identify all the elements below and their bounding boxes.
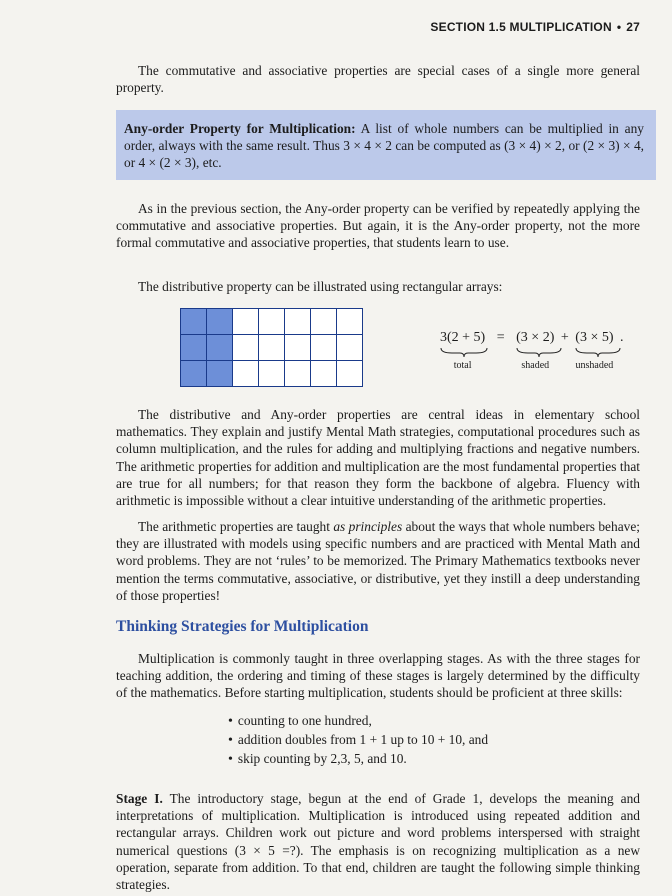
paragraph-stage-one: Stage I. The introductory stage, begun at the end of Grade 1, develops the meaning and interpretations of multiplication. Multiplication is introduced using repeated addition and rectangular arrays. Children work out picture and word problems interspersed with straight numerical questions (3 × 5 =?). The emphasis is on recognizing multiplication as a new operation, separate from addition. To that end, children are taught the following simple thinking strategies. (116, 791, 640, 893)
paragraph-distributive-intro: The distributive property can be illustrated using rectangular arrays: (138, 279, 503, 294)
unshaded-cell (337, 361, 363, 387)
unshaded-cell (311, 309, 337, 335)
equation-period: . (620, 330, 624, 345)
label-unshaded: unshaded (575, 360, 614, 371)
shaded-cell (181, 361, 207, 387)
unshaded-cell (337, 335, 363, 361)
paragraph-central-ideas: The distributive and Any-order properties are central ideas in elementary school mathematics. They explain and justify Mental Math strategies, computational procedures such as column multiplication, and the rules for adding and multiplying fractions and negative numbers. The arithmetic properties for addition and multiplication are the most fundamental properties that are true for all numbers; for that reason they form the backbone of algebra. Fluency with arithmetic is impossible without a clear intuitive understanding of the arithmetic properties. (116, 407, 640, 509)
unshaded-cell (233, 335, 259, 361)
paragraph-any-order: As in the previous section, the Any-order property can be verified by repeatedly applying the commutative and associative properties. But again, it is the Any-order property, not the more formal commutative and associative properties, that students learn to use. (116, 201, 640, 251)
running-header (430, 20, 640, 34)
list-item: • addition doubles from 1 + 1 up to 10 + 10, and (228, 731, 488, 750)
unshaded-cell (311, 361, 337, 387)
unshaded-cell (259, 309, 285, 335)
brace-icon (575, 347, 621, 357)
shaded-cell (207, 335, 233, 361)
label-total: total (453, 360, 472, 371)
page-number: 27 (626, 20, 640, 34)
equation-shaded: (3 × 2) shaded (516, 330, 554, 346)
section-title: SECTION 1.5 MULTIPLICATION (430, 20, 612, 34)
array-row (181, 335, 363, 361)
array-row (181, 361, 363, 387)
section-heading: Thinking Strategies for Multiplication (116, 618, 369, 635)
unshaded-cell (233, 309, 259, 335)
skills-list (228, 712, 488, 769)
brace-icon (440, 347, 488, 357)
equation-total: 3(2 + 5) total (440, 330, 485, 346)
unshaded-cell (259, 335, 285, 361)
emphasis-principles: as principles (333, 519, 403, 534)
unshaded-cell (233, 361, 259, 387)
distributive-equation (440, 330, 624, 371)
header-bullet: • (616, 20, 622, 34)
brace-icon (516, 347, 562, 357)
box-text: A list of whole numbers can be multiplied in any order, always with the same result. Thus 3 × 4 × 2 can be computed as (3 × 4) × 2, or (2 × 3) × 4, or 4 × (2 × 3), etc. (124, 121, 644, 171)
shaded-cell (207, 361, 233, 387)
equals-sign: = (496, 330, 505, 345)
label-shaded: shaded (521, 360, 550, 371)
unshaded-cell (285, 335, 311, 361)
any-order-property-box (116, 110, 656, 180)
list-item: • counting to one hundred, (228, 712, 488, 731)
unshaded-cell (285, 361, 311, 387)
list-item: • skip counting by 2,3, 5, and 10. (228, 750, 488, 769)
box-title: Any-order Property for Multiplication: (124, 121, 356, 136)
array-row (181, 309, 363, 335)
paragraph-principles: The arithmetic properties are taught as principles about the ways that whole numbers behave; they are illustrated with models using specific numbers and are practiced with Mental Math and word problems. They are not ‘rules’ to be memorized. The Primary Mathematics textbooks never mention the terms commutative, associative, or distributive, yet they instill a deep understanding of those properties! (116, 519, 640, 603)
rectangular-array (180, 308, 363, 387)
shaded-cell (207, 309, 233, 335)
shaded-cell (181, 335, 207, 361)
unshaded-cell (337, 309, 363, 335)
shaded-cell (181, 309, 207, 335)
paragraph-intro: The commutative and associative properties are special cases of a single more general property. (116, 63, 640, 96)
stage-label: Stage I. (116, 791, 163, 806)
paragraph-stages: Multiplication is commonly taught in three overlapping stages. As with the three stages for teaching addition, the ordering and timing of these stages is largely determined by the difficulty of the mathematics. Before starting multiplication, students should be proficient at three skills: (116, 651, 640, 701)
unshaded-cell (311, 335, 337, 361)
equation-unshaded: (3 × 5) unshaded (575, 330, 613, 346)
plus-sign: + (560, 330, 569, 345)
unshaded-cell (259, 361, 285, 387)
unshaded-cell (285, 309, 311, 335)
